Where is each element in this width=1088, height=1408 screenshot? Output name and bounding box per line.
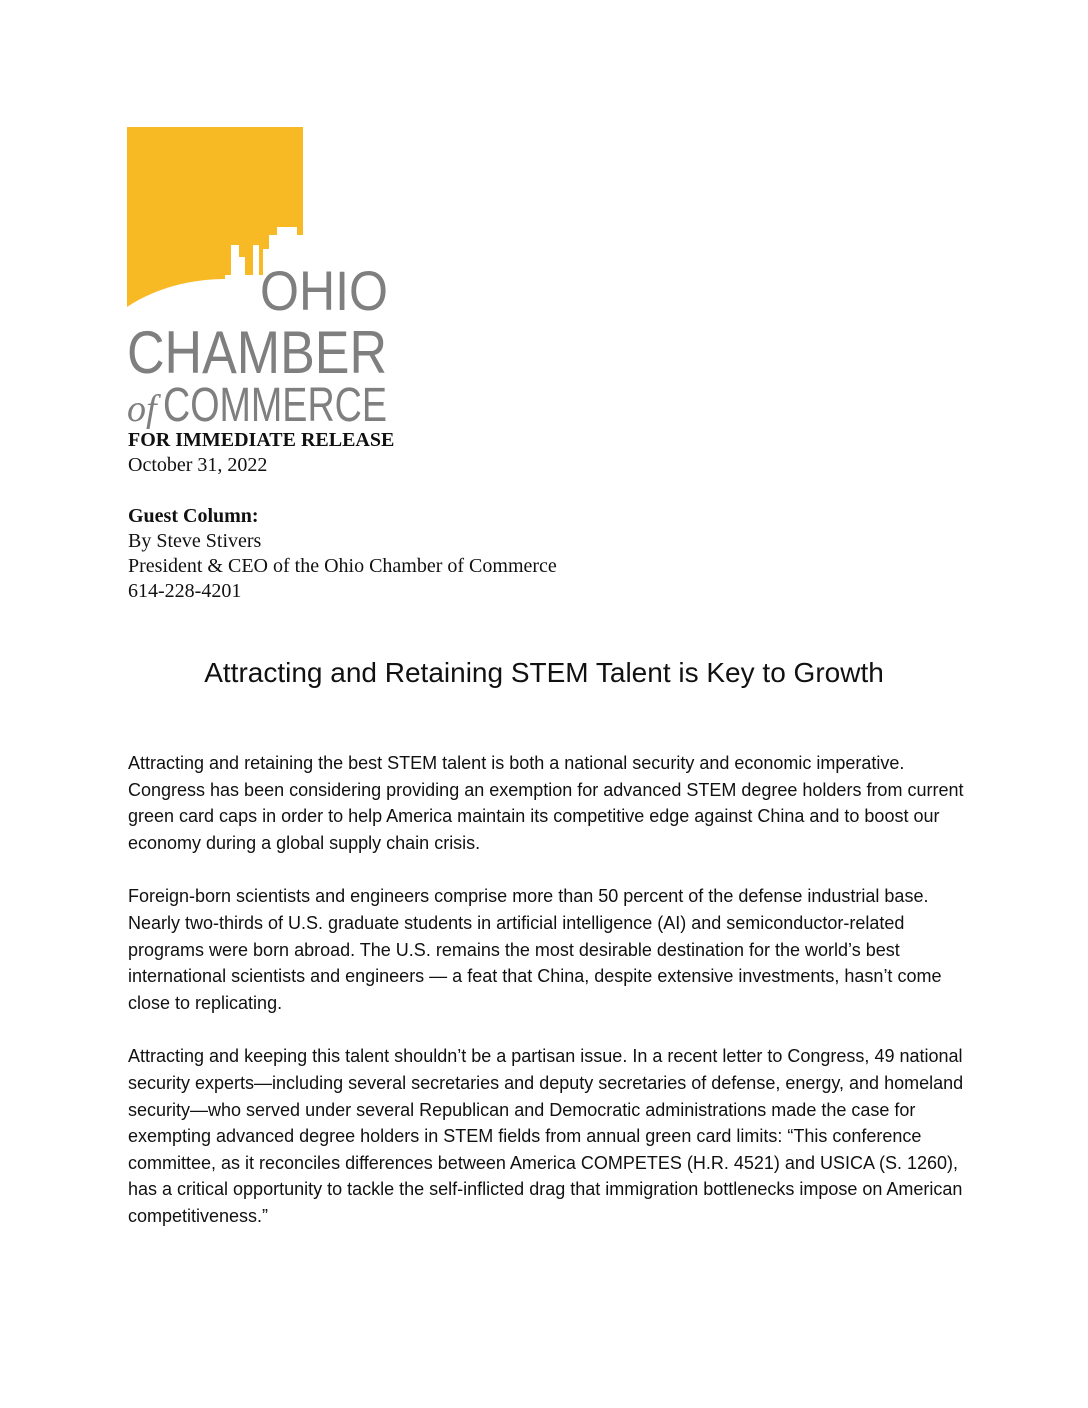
logo-text-chamber: CHAMBER [127, 319, 387, 386]
paragraph: Attracting and keeping this talent shouldn’t be a partisan issue. In a recent letter to Congress, 49 national security experts—including several secretaries and deputy secretaries of defense, energy, and homeland security—who served under several Republican and Democratic administrations made the case for exempting advanced degree holders in STEM fields from annual green card limits: “This conference committee, as it reconciles differences between America COMPETES (H.R. 4521) and USICA (S. 1260), has a critical opportunity to tackle the self-inflicted drag that immigration bottlenecks impose on American competitiveness.” [128, 1046, 964, 1226]
column-label: Guest Column: [128, 505, 259, 527]
paragraph: Foreign-born scientists and engineers comprise more than 50 percent of the defense industrial base. Nearly two-thirds of U.S. graduate students in artificial intelligence (AI) and semiconductor-related programs were born abroad. The U.S. remains the most desirable destination for the world’s best international scientists and engineers — a feat that China, despite extensive investments, hasn’t come close to replicating. [128, 886, 942, 1013]
contact-phone: 614-228-4201 [128, 580, 242, 602]
article-headline: Attracting and Retaining STEM Talent is Key to Growth [204, 657, 884, 688]
article-body [128, 750, 968, 1257]
press-release-header [128, 428, 828, 604]
logo-text-ohio: OHIO [260, 259, 388, 322]
author-title: President & CEO of the Ohio Chamber of Commerce [128, 555, 557, 577]
logo-graphic [127, 127, 389, 432]
release-label: FOR IMMEDIATE RELEASE [128, 429, 395, 451]
logo-text-of: of [127, 388, 157, 430]
logo-text-commerce: COMMERCE [163, 379, 387, 432]
release-date: October 31, 2022 [128, 454, 268, 476]
ohio-chamber-logo [127, 127, 389, 432]
byline: By Steve Stivers [128, 530, 262, 552]
paragraph: Attracting and retaining the best STEM talent is both a national security and economic imperative. Congress has been considering providing an exemption for advanced STEM degree holders from current green card caps in order to help America maintain its competitive edge against China and to boost our economy during a global supply chain crisis. [128, 753, 964, 853]
